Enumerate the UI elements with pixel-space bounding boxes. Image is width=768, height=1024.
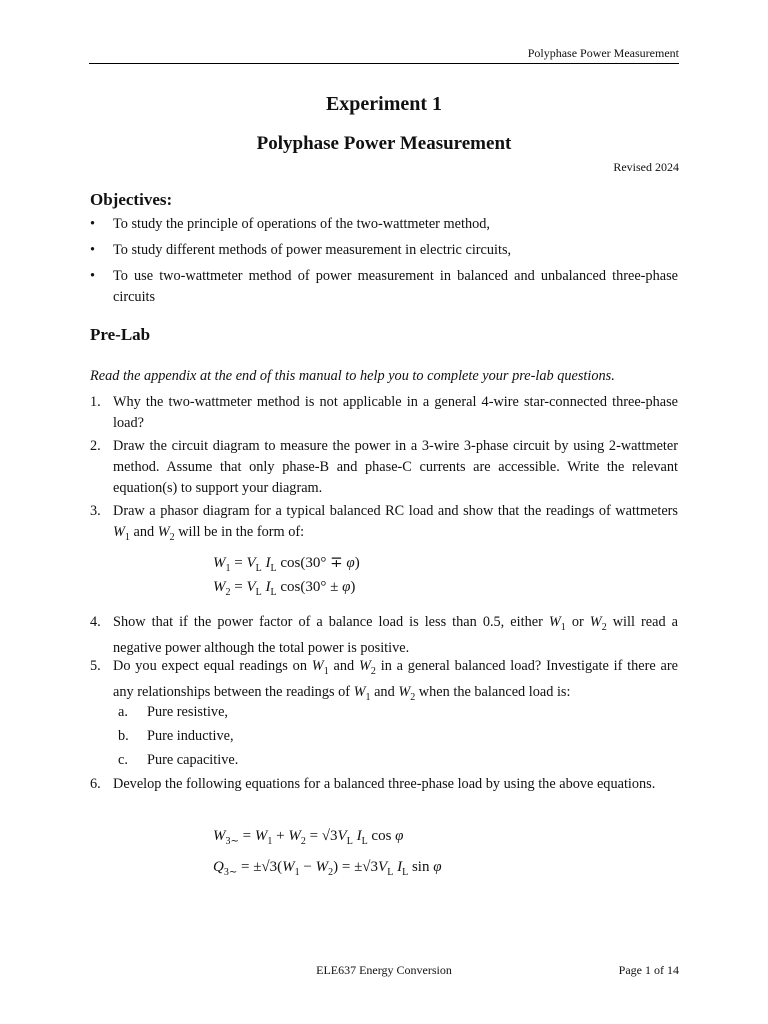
experiment-title: Experiment 1: [325, 93, 443, 115]
objective-item: • To study different methods of power measurement in electric circuits,: [90, 240, 678, 261]
objective-item: • To study the principle of operations of the two-wattmeter method,: [90, 214, 678, 235]
bullet-icon: •: [90, 216, 96, 232]
question-3: 3. Draw a phasor diagram for a typical balanced RC load and show that the readings of wattmeters $W_1$ and $W_2$ will be in the form of:: [90, 503, 678, 543]
footer-page-number: Page 1 of 14: [618, 963, 679, 977]
header-rule: [89, 63, 679, 64]
question-5: 5. Do you expect equal readings on $W_1$ and $W_2$ in a general balanced load? Investigate if there are any relationships between the readings of $W_1$ and $W_2$ when the balanced load is:: [90, 658, 678, 703]
footer-course: ELE637 Energy Conversion: [316, 963, 452, 977]
equation-w1: $W_1 = V_L$ $I_L$ cos(30° ∓ φ): [213, 555, 360, 574]
objective-item: • To use two-wattmeter method of power measurement in balanced and unbalanced three-phase circuits: [90, 268, 678, 305]
question-1: 1. Why the two-wattmeter method is not applicable in a general 4-wire star-connected three-phase load?: [90, 394, 678, 431]
prelab-intro: Read the appendix at the end of this manual to help you to complete your pre-lab questions.: [90, 368, 615, 384]
revision-note: Revised 2024: [613, 160, 679, 174]
question-2: 2. Draw the circuit diagram to measure the power in a 3-wire 3-phase circuit by using 2-wattmeter method. Assume that only phase-B and phase-C currents are accessible. Write the relevant equation(s) to support your diagram.: [90, 438, 678, 496]
equation-w2: $W_2 = V_L$ $I_L$ cos(30° ± φ): [213, 579, 356, 598]
page-title: Polyphase Power Measurement: [256, 133, 512, 154]
bullet-icon: •: [90, 242, 96, 258]
running-header: Polyphase Power Measurement: [527, 46, 679, 60]
objectives-heading: Objectives:: [90, 190, 173, 209]
equation-w3: $W_{3\sim} = W_1 + W_2 = √3V_L$ $I_L$ cos φ: [213, 828, 404, 847]
sub-item: c. Pure capacitive.: [118, 752, 239, 768]
sub-item: b. Pure inductive,: [118, 728, 234, 744]
question-6: 6. Develop the following equations for a balanced three-phase load by using the above equations.: [90, 776, 656, 792]
bullet-icon: •: [90, 268, 96, 284]
sub-item: a. Pure resistive,: [118, 704, 228, 720]
question-4: 4. Show that if the power factor of a balance load is less than 0.5, either $W_1$ or $W_2$ will read a negative power although the total power is positive.: [90, 614, 678, 656]
prelab-heading: Pre-Lab: [90, 325, 151, 344]
equation-q3: $Q_{3\sim} = \pm√3(W_1 - W_2) = \pm√3V_L$ $I_L$ sin φ: [213, 859, 442, 878]
